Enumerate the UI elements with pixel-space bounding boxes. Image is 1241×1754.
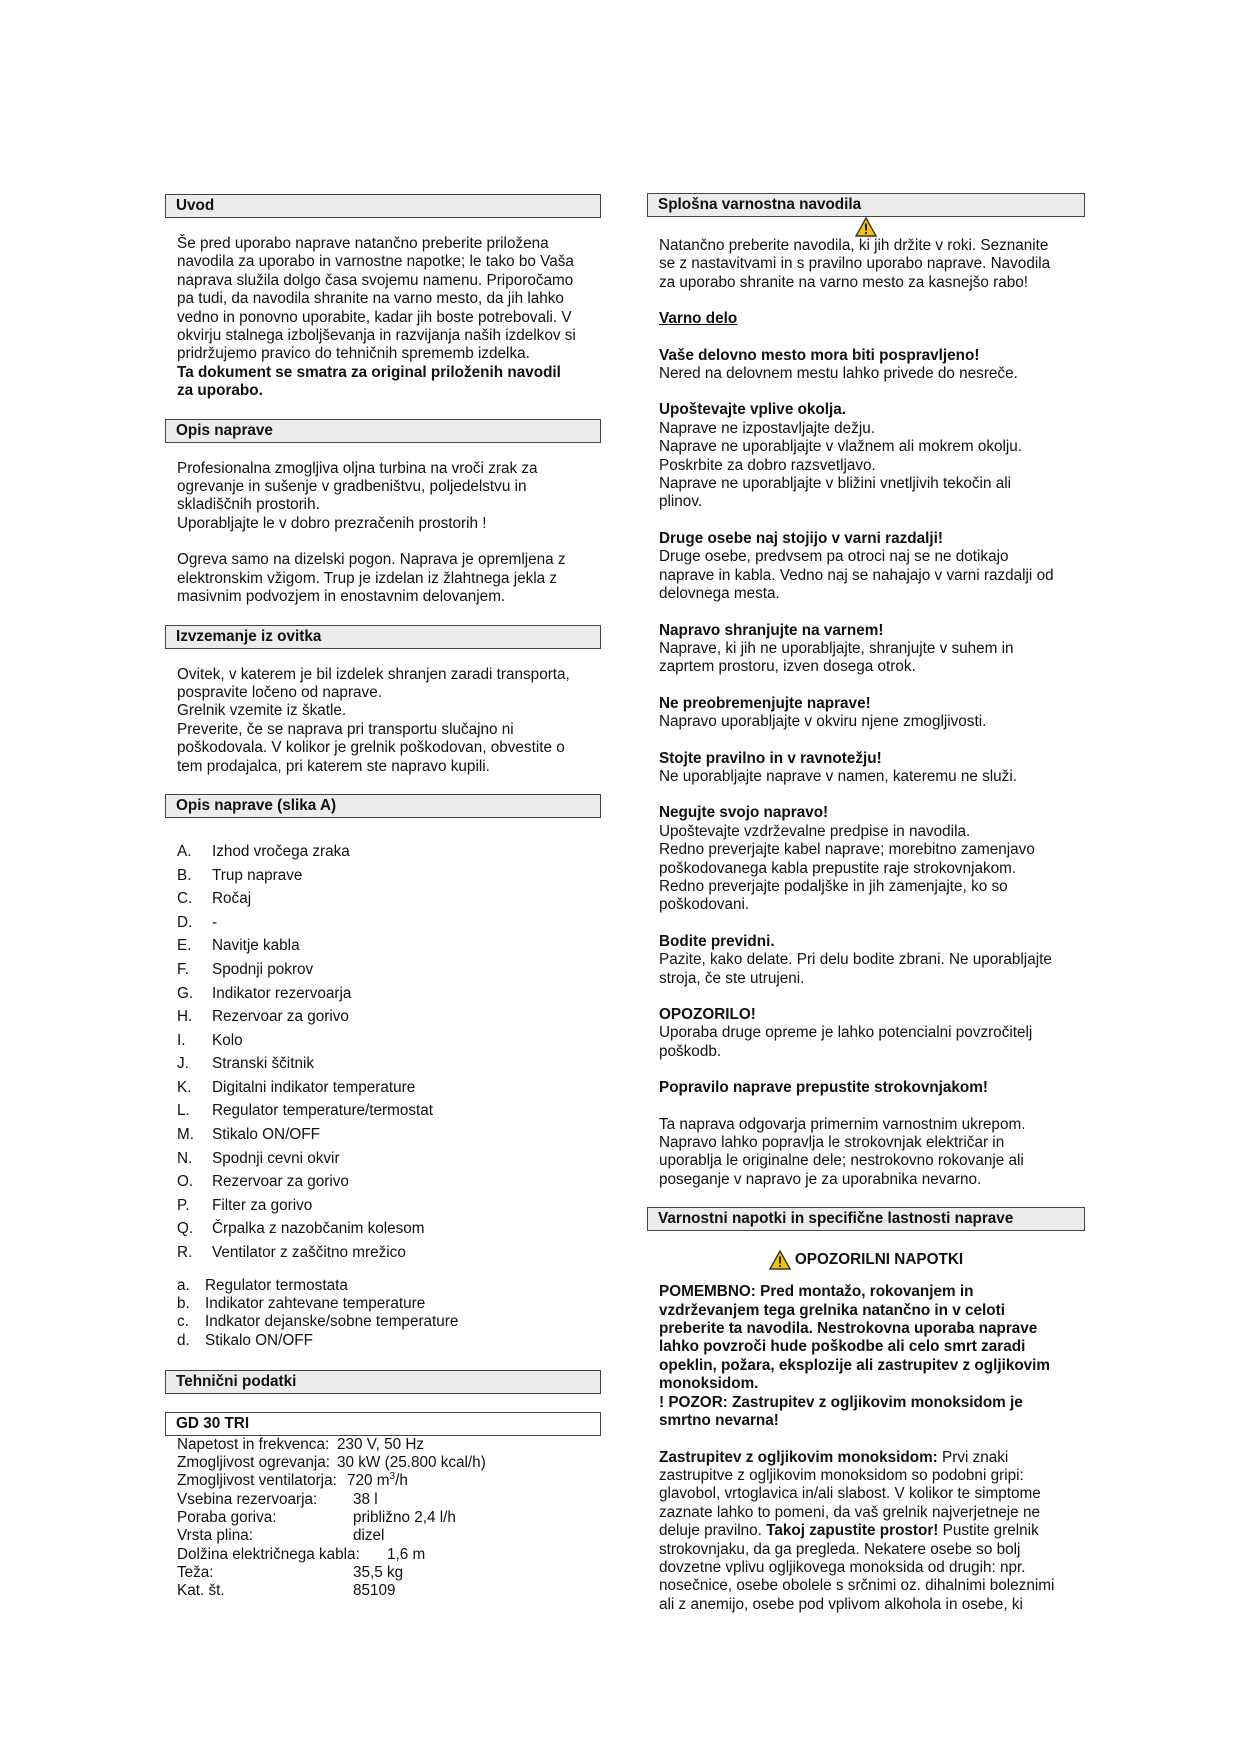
- rule-title: Bodite previdni.: [659, 932, 775, 950]
- list-item-label: Indkator dejanske/sobne temperature: [205, 1313, 459, 1331]
- pomembno-line: monoksidom.: [659, 1375, 759, 1393]
- zastrupitev-line: zaznate lahko to pomeni, da vaš grelnik najverjetneje ne: [659, 1503, 1040, 1521]
- rule-line: Uporaba druge opreme je lahko potencialni povzročitelj: [659, 1024, 1033, 1042]
- list-item-label: Rezervoar za gorivo: [212, 1173, 349, 1191]
- list-item: [177, 1052, 601, 1076]
- list-item: [177, 1277, 601, 1295]
- list-item-key: c.: [177, 1313, 189, 1331]
- heading-izvzemanje: Izvzemanje iz ovitka: [165, 625, 601, 649]
- izvzemanje-text: [165, 666, 601, 776]
- spec-row: Vrsta plina: dizel: [177, 1527, 385, 1545]
- rule-line: poškodb.: [659, 1042, 722, 1060]
- rule-line: zaprtem prostoru, izven dosega otrok.: [659, 658, 916, 676]
- list-item-key: D.: [177, 913, 193, 931]
- list-item-key: P.: [177, 1196, 190, 1214]
- list-item-key: b.: [177, 1294, 190, 1312]
- opis-text: [165, 460, 601, 607]
- rule-title: Ne preobremenjujte naprave!: [659, 694, 871, 712]
- rule-line: stroja, če ste utrujeni.: [659, 969, 805, 987]
- right-column: [647, 193, 1085, 1614]
- izvzemanje-line: pospravite ločeno od naprave.: [177, 683, 382, 701]
- rule-title: Negujte svojo napravo!: [659, 804, 829, 822]
- zastrupitev-line: zastrupitve z ogljikovim monoksidom so podobni gripi:: [659, 1466, 1024, 1484]
- izvzemanje-line: tem prodajalca, pri katerem ste napravo kupili.: [177, 757, 490, 775]
- list-item: [177, 1194, 601, 1218]
- zastrupitev-line: deluje pravilno. Takoj zapustite prostor! Pustite grelnik: [659, 1522, 1039, 1540]
- splosna-line: se z nastavitvami in s pravilno uporabo naprave. Navodila: [659, 255, 1051, 273]
- uvod-bold-line: Ta dokument se smatra za original priloženih navodil: [177, 363, 561, 381]
- rule-line: naprave in kabla. Vedno naj se nahajajo v varni razdalji od: [659, 566, 1054, 584]
- uvod-text: [165, 235, 601, 401]
- spec-row: Kat. št. 85109: [177, 1582, 396, 1600]
- zastrupitev-line: glavobol, vrtoglavica in/ali slabost. V kolikor te simptome: [659, 1485, 1041, 1503]
- pomembno-line: opeklin, požara, eksplozije ali zastrupitev z ogljikovim: [659, 1356, 1051, 1374]
- uvod-line: naprava služila dolgo časa svojemu namenu. Priporočamo: [177, 271, 574, 289]
- control-panel-list: [165, 1277, 601, 1350]
- zastrupitev-line: strokovnjaku, da ga pregleda. Nekatere osebe so bolj: [659, 1540, 1021, 1558]
- list-item-label: Kolo: [212, 1031, 243, 1049]
- list-item-label: Rezervoar za gorivo: [212, 1008, 349, 1026]
- list-item-key: M.: [177, 1126, 194, 1144]
- uvod-line: navodila za uporabo in varnostne napotke; le tako bo Vaša: [177, 253, 574, 271]
- list-item: [177, 1313, 601, 1331]
- specs-table: [165, 1436, 601, 1601]
- rule-line: Upoštevajte vzdrževalne predpise in navodila.: [659, 822, 971, 840]
- izvzemanje-line: Preverite, če se naprava pri transportu slučajno ni: [177, 720, 514, 738]
- opis-line: elektronskim vžigom. Trup je izdelan iz žlahtnega jekla z: [177, 569, 558, 587]
- warning-icon: [855, 217, 877, 237]
- list-item-label: Regulator termostata: [205, 1276, 348, 1294]
- list-item-key: C.: [177, 890, 193, 908]
- model-box: GD 30 TRI: [165, 1412, 601, 1436]
- izvzemanje-line: Grelnik vzemite iz škatle.: [177, 702, 347, 720]
- list-item-key: F.: [177, 960, 189, 978]
- rule-title: OPOZORILO!: [659, 1006, 756, 1023]
- list-item-key: N.: [177, 1149, 193, 1167]
- list-item-label: Regulator temperature/termostat: [212, 1102, 434, 1120]
- list-item-key: B.: [177, 866, 192, 884]
- list-item-key: R.: [177, 1244, 193, 1262]
- heading-varnostni-napotki: Varnostni napotki in specifične lastnosti naprave: [647, 1207, 1085, 1231]
- rule-line: Nered na delovnem mestu lahko privede do nesreče.: [659, 365, 1018, 383]
- zastrupitev-line: nosečnice, osebe obolele s srčnimi oz. dihalnimi boleznimi: [659, 1577, 1055, 1595]
- opozorilni-title-row: [647, 1249, 1085, 1271]
- rule-line: Naprave ne uporabljajte v bližini vnetljivih tekočin ali: [659, 475, 1012, 493]
- opozorilni-title: OPOZORILNI NAPOTKI: [794, 1251, 964, 1269]
- pomembno-text: [647, 1283, 1085, 1430]
- rule-line: poškodovanega kabla prepustite raje strokovnjakom.: [659, 859, 1017, 877]
- spec-row: Napetost in frekvenca: 230 V, 50 Hz: [177, 1435, 425, 1453]
- rule-line: Naprave, ki jih ne uporabljajte, shranjujte v suhem in: [659, 639, 1014, 657]
- warning-icon: [769, 1250, 791, 1270]
- heading-tehnicni-podatki: Tehnični podatki: [165, 1370, 601, 1394]
- rule-line: Redno preverjajte podaljške in jih zamenjajte, ko so: [659, 877, 1008, 895]
- zastrupitev-line: Zastrupitev z ogljikovim monoksidom: Prvi znaki: [659, 1448, 1009, 1466]
- list-item: [177, 1099, 601, 1123]
- pomembno-line: smrtno nevarna!: [659, 1412, 779, 1430]
- list-item: [177, 982, 601, 1006]
- rule-line: delovnega mesta.: [659, 585, 780, 603]
- list-item-key: Q.: [177, 1220, 194, 1238]
- list-item-label: Stikalo ON/OFF: [205, 1331, 313, 1349]
- closing-line: Ta naprava odgovarja primernim varnostnim ukrepom.: [659, 1115, 1026, 1133]
- list-item: [177, 1005, 601, 1029]
- list-item: [177, 934, 601, 958]
- rule-title: Stojte pravilno in v ravnotežju!: [659, 749, 882, 767]
- opis-line: Uporabljajte le v dobro prezračenih prostorih !: [177, 514, 487, 532]
- uvod-line: pridržujemo pravico do tehničnih sprememb izdelka.: [177, 345, 530, 363]
- heading-opis-slika-a: Opis naprave (slika A): [165, 794, 601, 818]
- spec-row: Zmogljivost ventilatorja: 720 $m^3/h$: [177, 1471, 408, 1490]
- uvod-line: vedno in ponovno uporabite, kadar jih boste potrebovali. V: [177, 308, 572, 326]
- list-item: [177, 864, 601, 888]
- opis-line: Profesionalna zmogljiva oljna turbina na vroči zrak za: [177, 459, 538, 477]
- pomembno-line: ! POZOR: Zastrupitev z ogljikovim monoksidom je: [659, 1393, 1023, 1411]
- rule-line: plinov.: [659, 493, 703, 511]
- pomembno-line: POMEMBNO: Pred montažo, rokovanjem in: [659, 1283, 974, 1301]
- pomembno-line: vzdrževanjem tega grelnika natančno in v celoti: [659, 1301, 1005, 1319]
- rule-line: Ne uporabljajte naprave v namen, kateremu ne služi.: [659, 767, 1017, 785]
- list-item-key: L.: [177, 1102, 190, 1120]
- rule-line: Druge osebe, predvsem pa otroci naj se ne dotikajo: [659, 548, 1009, 566]
- list-item-key: K.: [177, 1078, 192, 1096]
- uvod-line: okvirju stalnega izboljševanja in razvijanja naših izdelkov si: [177, 327, 576, 345]
- uvod-line: Še pred uporabo naprave natančno preberite priložena: [177, 235, 549, 252]
- heading-opis-naprave: Opis naprave: [165, 419, 601, 443]
- parts-list: [165, 840, 601, 1265]
- rule-line: Napravo uporabljajte v okviru njene zmogljivosti.: [659, 713, 987, 731]
- uvod-line: pa tudi, da navodila shranite na varno mesto, da jih lahko: [177, 290, 564, 308]
- list-item-label: Izhod vročega zraka: [212, 842, 350, 860]
- list-item-label: Trup naprave: [212, 866, 303, 884]
- list-item-label: Filter za gorivo: [212, 1196, 313, 1214]
- list-item: [177, 1123, 601, 1147]
- rule-line: Poskrbite za dobro razsvetljavo.: [659, 456, 876, 474]
- list-item: [177, 1147, 601, 1171]
- rule-title: Upoštevajte vplive okolja.: [659, 401, 847, 419]
- list-item: [177, 840, 601, 864]
- list-item: [177, 1332, 601, 1350]
- spec-row: Dolžina električnega kabla: 1,6 m: [177, 1545, 426, 1563]
- list-item: [177, 887, 601, 911]
- uvod-bold-line: za uporabo.: [177, 382, 263, 400]
- splosna-line: za uporabo shranite na varno mesto za kasnejšo rabo!: [659, 273, 1029, 291]
- list-item: [177, 958, 601, 982]
- zastrupitev-line: dovzetne vplivu ogljikovega monoksida od drugih: npr.: [659, 1558, 1026, 1576]
- splosna-line: Natančno preberite navodila, ki jih držite v roki. Seznanite: [659, 237, 1049, 254]
- spec-row: Zmogljivost ogrevanja: 30 kW (25.800 kcal/h): [177, 1454, 486, 1472]
- list-item-label: Indikator zahtevane temperature: [205, 1294, 426, 1312]
- list-item-key: J.: [177, 1055, 189, 1073]
- rule-line: Redno preverjajte kabel naprave; morebitno zamenjavo: [659, 841, 1035, 859]
- rule-line: Naprave ne uporabljajte v vlažnem ali mokrem okolju.: [659, 438, 1023, 456]
- list-item-label: -: [212, 913, 218, 931]
- izvzemanje-line: Ovitek, v katerem je bil izdelek shranjen zaradi transporta,: [177, 665, 570, 683]
- list-item: [177, 1170, 601, 1194]
- list-item-label: Indikator rezervoarja: [212, 984, 352, 1002]
- list-item-label: Digitalni indikator temperature: [212, 1078, 416, 1096]
- rule-line: poškodovani.: [659, 896, 750, 914]
- list-item-key: H.: [177, 1008, 193, 1026]
- list-item-key: I.: [177, 1031, 186, 1049]
- zastrupitev-text: [647, 1431, 1085, 1615]
- list-item-label: Ventilator z zaščitno mrežico: [212, 1244, 406, 1262]
- opis-line: Ogreva samo na dizelski pogon. Naprava je opremljena z: [177, 551, 566, 569]
- list-item-key: A.: [177, 842, 192, 860]
- rule-title: Druge osebe naj stojijo v varni razdalji!: [659, 529, 943, 547]
- list-item-key: a.: [177, 1276, 190, 1294]
- list-item: [177, 1217, 601, 1241]
- list-item-key: O.: [177, 1173, 194, 1191]
- list-item-label: Stranski ščitnik: [212, 1055, 315, 1073]
- spec-row: Vsebina rezervoarja: 38 l: [177, 1490, 378, 1508]
- rule-line: Naprave ne izpostavljajte dežju.: [659, 419, 875, 437]
- varno-delo-heading: Varno delo: [659, 310, 738, 328]
- list-item: [177, 911, 601, 935]
- spec-row: Poraba goriva: približno 2,4 l/h: [177, 1509, 456, 1526]
- pomembno-line: lahko povzroči hude poškodbe ali celo smrt zaradi: [659, 1338, 1026, 1356]
- list-item-key: d.: [177, 1331, 190, 1349]
- closing-text: [647, 1098, 1085, 1190]
- heading-uvod: Uvod: [165, 194, 601, 218]
- rule-title: Popravilo naprave prepustite strokovnjakom!: [659, 1079, 988, 1097]
- list-item-label: Spodnji pokrov: [212, 960, 314, 978]
- zastrupitev-line: ali z anemijo, osebe pod vplivom alkohola in osebe, ki: [659, 1595, 1023, 1613]
- rule-title: Vaše delovno mesto mora biti pospravljeno!: [659, 346, 980, 364]
- spec-row: Teža: 35,5 kg: [177, 1563, 404, 1581]
- list-item-key: E.: [177, 937, 192, 955]
- izvzemanje-line: poškodovala. V kolikor je grelnik poškodovan, obvestite o: [177, 739, 565, 757]
- splosna-text: [647, 237, 1085, 329]
- list-item-label: Navitje kabla: [212, 937, 300, 955]
- closing-line: uporablja le originalne dele; nestrokovno rokovanje ali: [659, 1152, 1024, 1170]
- opis-line: skladiščnih prostorih.: [177, 496, 320, 514]
- rule-title: Napravo shranjujte na varnem!: [659, 621, 884, 639]
- list-item-key: G.: [177, 984, 194, 1002]
- list-item-label: Stikalo ON/OFF: [212, 1126, 320, 1144]
- list-item: [177, 1241, 601, 1265]
- list-item-label: Spodnji cevni okvir: [212, 1149, 340, 1167]
- safety-rules: [647, 329, 1085, 1098]
- pomembno-line: preberite ta navodila. Nestrokovna uporaba naprave: [659, 1320, 1038, 1338]
- opis-line: ogrevanje in sušenje v gradbeništvu, poljedelstvu in: [177, 478, 527, 496]
- list-item-label: Ročaj: [212, 890, 252, 908]
- heading-splosna: Splošna varnostna navodila: [647, 193, 1085, 217]
- closing-line: Napravo lahko popravlja le strokovnjak električar in: [659, 1134, 1005, 1152]
- list-item: [177, 1029, 601, 1053]
- list-item: [177, 1076, 601, 1100]
- closing-line: poseganje v napravo je za uporabnika nevarno.: [659, 1170, 982, 1188]
- list-item: [177, 1295, 601, 1313]
- rule-line: Pazite, kako delate. Pri delu bodite zbrani. Ne uporabljajte: [659, 951, 1052, 969]
- left-column: [165, 194, 601, 1600]
- list-item-label: Črpalka z nazobčanim kolesom: [212, 1220, 425, 1238]
- opis-line: masivnim podvozjem in enostavnim delovanjem.: [177, 588, 506, 606]
